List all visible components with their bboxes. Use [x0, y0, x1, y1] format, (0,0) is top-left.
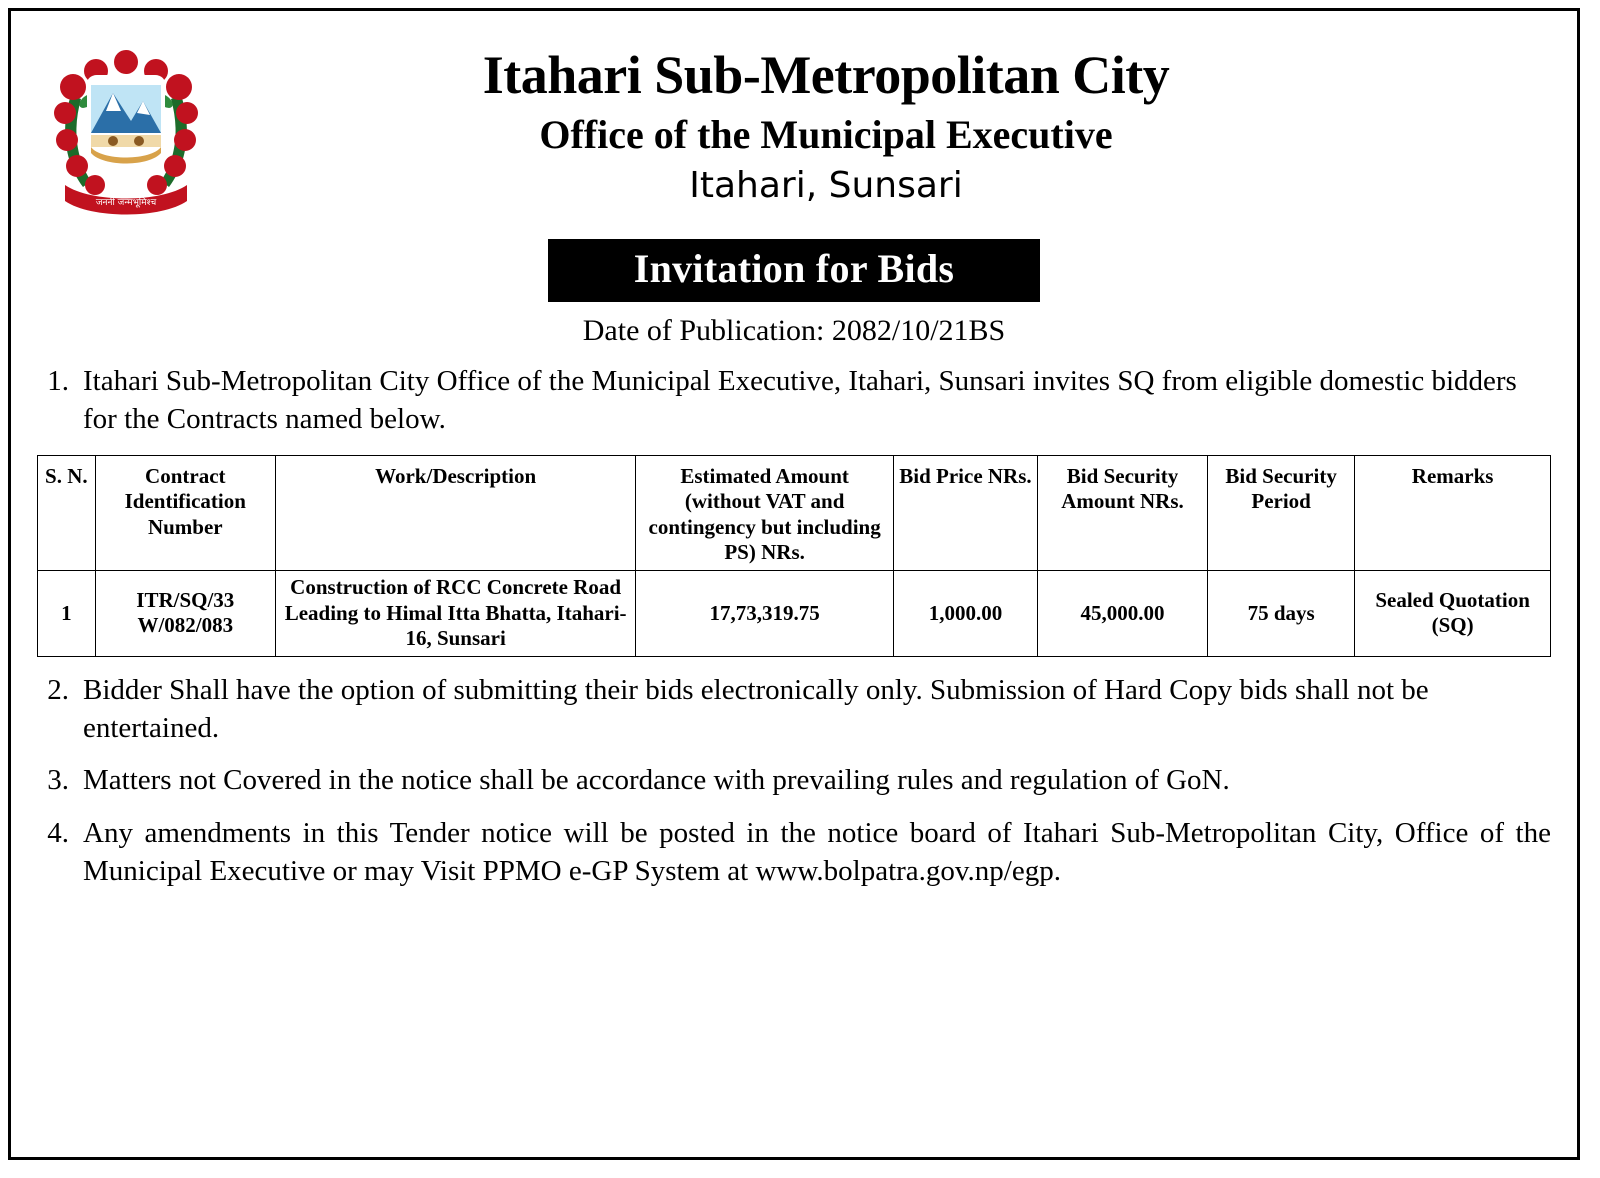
nepal-government-emblem-icon — [51, 35, 201, 225]
organization-subtitle: Office of the Municipal Executive — [539, 111, 1113, 157]
cell-bid-security-period: 75 days — [1207, 570, 1354, 656]
clause-3-number: 3. — [47, 764, 69, 797]
column-header-bid-security-period: Bid Security Period — [1207, 455, 1354, 570]
column-header-bid-security-amount: Bid Security Amount NRs. — [1038, 455, 1208, 570]
clause-1-text: Itahari Sub-Metropolitan City Office of the Municipal Executive, Itahari, Sunsari invites SQ from eligible domestic bidders for the Contracts named below. — [83, 365, 1517, 436]
clause-2-text: Bidder Shall have the option of submitting their bids electronically only. Submission of Hard Copy bids shall not be entertained. — [83, 673, 1429, 745]
column-header-bid-price: Bid Price NRs. — [893, 455, 1037, 570]
column-header-sn: S. N. — [38, 455, 96, 570]
clause-4-text: Any amendments in this Tender notice will be posted in the notice board of Itahari Sub-Metropolitan City, Office of the Municipal Executive or may Visit PPMO e-GP System at www.bolpatra.gov.np/egp. — [83, 816, 1551, 887]
svg-text:जननी जन्मभूमिश्च: जननी जन्मभूमिश्च — [95, 198, 157, 208]
table-header-row — [38, 455, 1551, 570]
clause-2-number: 2. — [47, 673, 69, 706]
organization-location: Itahari, Sunsari — [689, 164, 963, 206]
table-row — [38, 570, 1551, 656]
clause-list — [37, 671, 1551, 890]
title-band-wrapper — [37, 239, 1551, 302]
clause-2 — [37, 671, 1551, 748]
column-header-work: Work/Description — [275, 455, 635, 570]
clause-4-number: 4. — [47, 816, 69, 849]
column-header-remarks: Remarks — [1355, 455, 1551, 570]
cell-work-description: Construction of RCC Concrete Road Leading to Himal Itta Bhatta, Itahari-16, Sunsari — [275, 570, 635, 656]
document-header — [37, 25, 1551, 225]
cell-sn: 1 — [38, 570, 96, 656]
publication-date: Date of Publication: 2082/10/21BS — [582, 314, 1006, 347]
organization-title: Itahari Sub-Metropolitan City — [482, 45, 1170, 105]
cell-bid-security-amount: 45,000.00 — [1038, 570, 1208, 656]
clause-3-text: Matters not Covered in the notice shall be accordance with prevailing rules and regulation of GoN. — [83, 764, 1230, 797]
column-header-contract-id: Contract Identification Number — [95, 455, 275, 570]
cell-bid-price: 1,000.00 — [893, 570, 1037, 656]
cell-estimated-amount: 17,73,319.75 — [636, 570, 893, 656]
notice-title-band: Invitation for Bids — [548, 239, 1041, 302]
column-header-estimated-amount: Estimated Amount (without VAT and contingency but including PS) NRs. — [636, 455, 893, 570]
cell-remarks: Sealed Quotation (SQ) — [1355, 570, 1551, 656]
clause-1-number: 1. — [47, 365, 69, 397]
bids-table — [37, 455, 1551, 657]
clause-1 — [37, 362, 1551, 439]
clause-3 — [37, 761, 1551, 799]
clause-4 — [37, 814, 1551, 891]
notice-page — [8, 8, 1580, 1160]
cell-contract-id: ITR/SQ/33 W/082/083 — [95, 570, 275, 656]
